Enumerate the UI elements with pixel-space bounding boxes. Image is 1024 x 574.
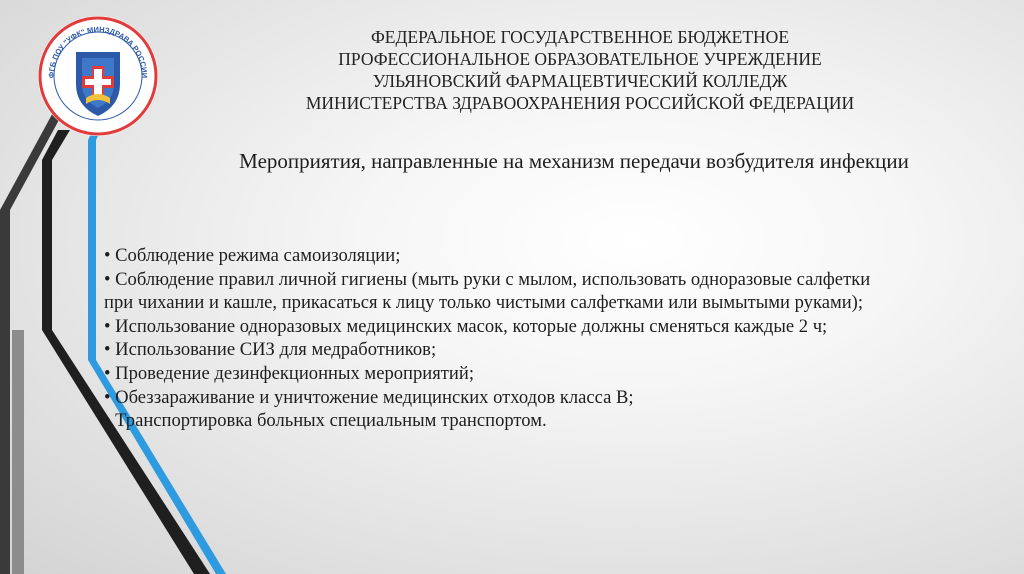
list-item: • Соблюдение правил личной гигиены (мыть руки с мылом, использовать одноразовые салфетки [104,268,871,290]
header-line: ФЕДЕРАЛЬНОЕ ГОСУДАРСТВЕННОЕ БЮДЖЕТНОЕ [370,27,790,47]
college-emblem-icon [36,14,160,138]
logo-ring-text: ФГБ ПОУ "УФК" МИНЗДРАВА РОССИИ [46,24,150,79]
slide-title: Мероприятия, направленные на механизм передачи возбудителя инфекции [239,149,909,173]
list-item: • Транспортировка больных специальным транспортом. [104,410,547,432]
header-line: ПРОФЕССИОНАЛЬНОЕ ОБРАЗОВАТЕЛЬНОЕ УЧРЕЖДЕНИЕ [338,49,822,69]
list-item: • Обеззараживание и уничтожение медицинских отходов класса В; [104,386,634,408]
header-line: МИНИСТЕРСТВА ЗДРАВООХРАНЕНИЯ РОССИЙСКОЙ ФЕДЕРАЦИИ [305,93,855,113]
list-item-continuation: при чихании и кашле, прикасаться к лицу только чистыми салфетками или вымытыми руками); [104,292,864,314]
stripe-gray [12,330,24,574]
measures-list [104,244,1004,433]
stripe-dark [0,96,72,574]
list-item: • Использование одноразовых медицинских масок, которые должны сменяться каждые 2 ч; [104,315,828,337]
list-item: • Проведение дезинфекционных мероприятий; [104,362,474,384]
list-item: • Соблюдение режима самоизоляции; [104,245,401,266]
header-line: УЛЬЯНОВСКИЙ ФАРМАЦЕВТИЧЕСКИЙ КОЛЛЕДЖ [372,71,788,91]
list-item: • Использование СИЗ для медработников; [104,339,437,361]
institution-header [200,26,960,114]
